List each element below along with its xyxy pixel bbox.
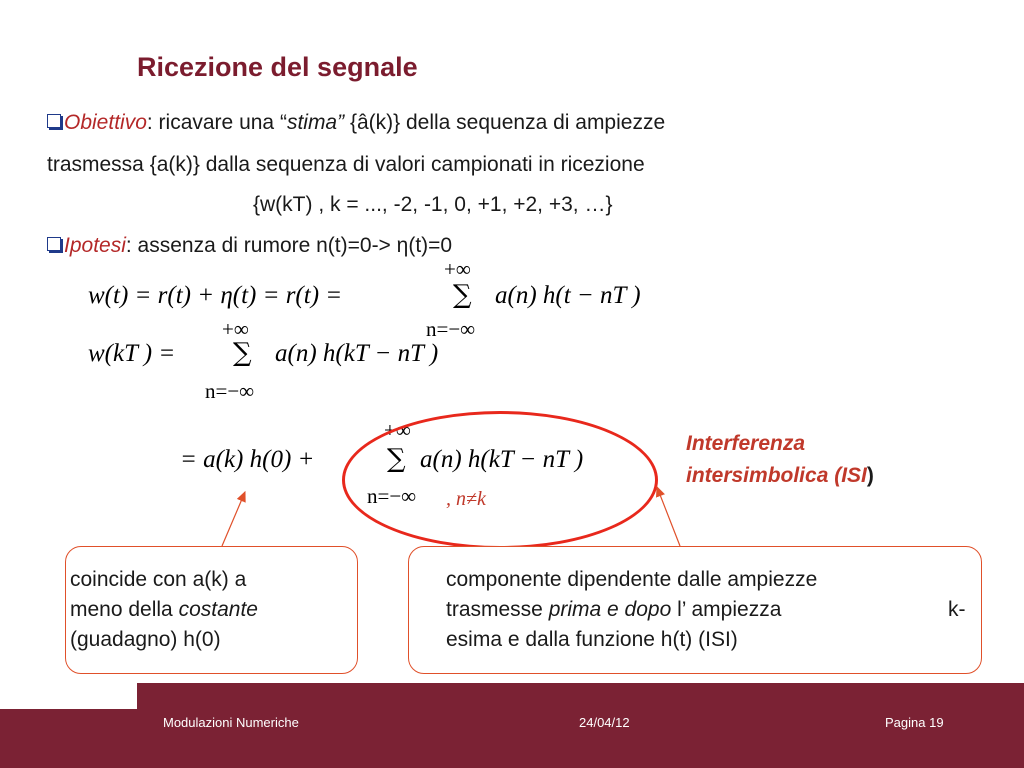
isi-label-abbr: ISI bbox=[841, 464, 867, 487]
callout-constant-line-2a: meno della bbox=[70, 598, 179, 621]
callout-constant-line-1: coincide con a(k) a bbox=[70, 568, 247, 591]
footer-date: 24/04/12 bbox=[579, 715, 630, 730]
eq3-sum-term: a(n) h(kT − nT ) bbox=[420, 446, 584, 473]
callout-isi-line-2b: prima e dopo bbox=[548, 598, 672, 621]
eq3-upper-limit: +∞ bbox=[384, 418, 411, 442]
callout-isi-text bbox=[446, 565, 976, 655]
callout-isi-line-1: componente dipendente dalle ampiezze bbox=[446, 568, 818, 591]
callout-isi-line-2a: trasmesse bbox=[446, 598, 549, 621]
callout-constant-line-3: (guadagno) h(0) bbox=[70, 628, 221, 651]
eq2-lower-limit: n=−∞ bbox=[205, 379, 255, 403]
hypothesis-rest: : assenza di rumore n(t)=0-> η(t)=0 bbox=[125, 234, 453, 257]
eq2-sum-symbol: ∑ bbox=[233, 338, 252, 368]
slide-title: Ricezione del segnale bbox=[137, 52, 418, 82]
eq1-upper-limit: +∞ bbox=[444, 257, 471, 281]
arrow-to-h0 bbox=[222, 492, 245, 546]
callout-isi-line-2 bbox=[446, 595, 976, 625]
callout-constant-text bbox=[70, 565, 355, 655]
callout-isi-line-3: esima e dalla funzione h(t) (ISI) bbox=[446, 628, 738, 651]
eq1-lower-limit: n=−∞ bbox=[426, 317, 476, 341]
callout-constant-line-2b: costante bbox=[178, 598, 258, 621]
callout-constant-line-2 bbox=[70, 595, 355, 625]
callout-isi-line-2d: k- bbox=[948, 598, 966, 621]
eq1-sum-symbol: ∑ bbox=[453, 280, 472, 310]
objective-stima: stima” bbox=[286, 111, 345, 134]
objective-line-3: {w(kT) , k = ..., -2, -1, 0, +1, +2, +3, …} bbox=[253, 193, 613, 216]
footer-course: Modulazioni Numeriche bbox=[163, 715, 299, 730]
objective-sep: : ricavare una “ bbox=[146, 111, 287, 134]
eq2-upper-limit: +∞ bbox=[222, 317, 249, 341]
footer-bar bbox=[0, 683, 1024, 768]
eq2-sum-term: a(n) h(kT − nT ) bbox=[275, 340, 439, 367]
callout-isi-line-2c: l’ ampiezza bbox=[671, 598, 782, 621]
arrow-to-isi bbox=[657, 487, 680, 546]
footer-page-number: Pagina 19 bbox=[885, 715, 944, 730]
equation-3: = a(k) h(0) + bbox=[180, 446, 315, 473]
hypothesis-label: Ipotesi bbox=[64, 234, 126, 257]
eq3-sum-symbol: ∑ bbox=[387, 444, 406, 474]
objective-label: Obiettivo bbox=[64, 111, 147, 134]
eq3-condition: , n≠k bbox=[446, 488, 486, 510]
eq1-sum-term: a(n) h(t − nT ) bbox=[495, 282, 641, 309]
footer-notch bbox=[0, 683, 137, 709]
equation-1: w(t) = r(t) + η(t) = r(t) = bbox=[88, 282, 343, 309]
isi-label-line-1: Interferenza bbox=[686, 432, 806, 455]
eq3-lower-limit: n=−∞ bbox=[367, 484, 417, 508]
objective-rest: {â(k)} della sequenza di ampiezze bbox=[344, 111, 666, 134]
equation-2: w(kT ) = bbox=[88, 340, 176, 367]
isi-label-close: ) bbox=[866, 464, 874, 487]
isi-label-text: intersimbolica ( bbox=[686, 464, 842, 487]
objective-line-2: trasmessa {a(k)} dalla sequenza di valori campionati in ricezione bbox=[47, 153, 645, 176]
